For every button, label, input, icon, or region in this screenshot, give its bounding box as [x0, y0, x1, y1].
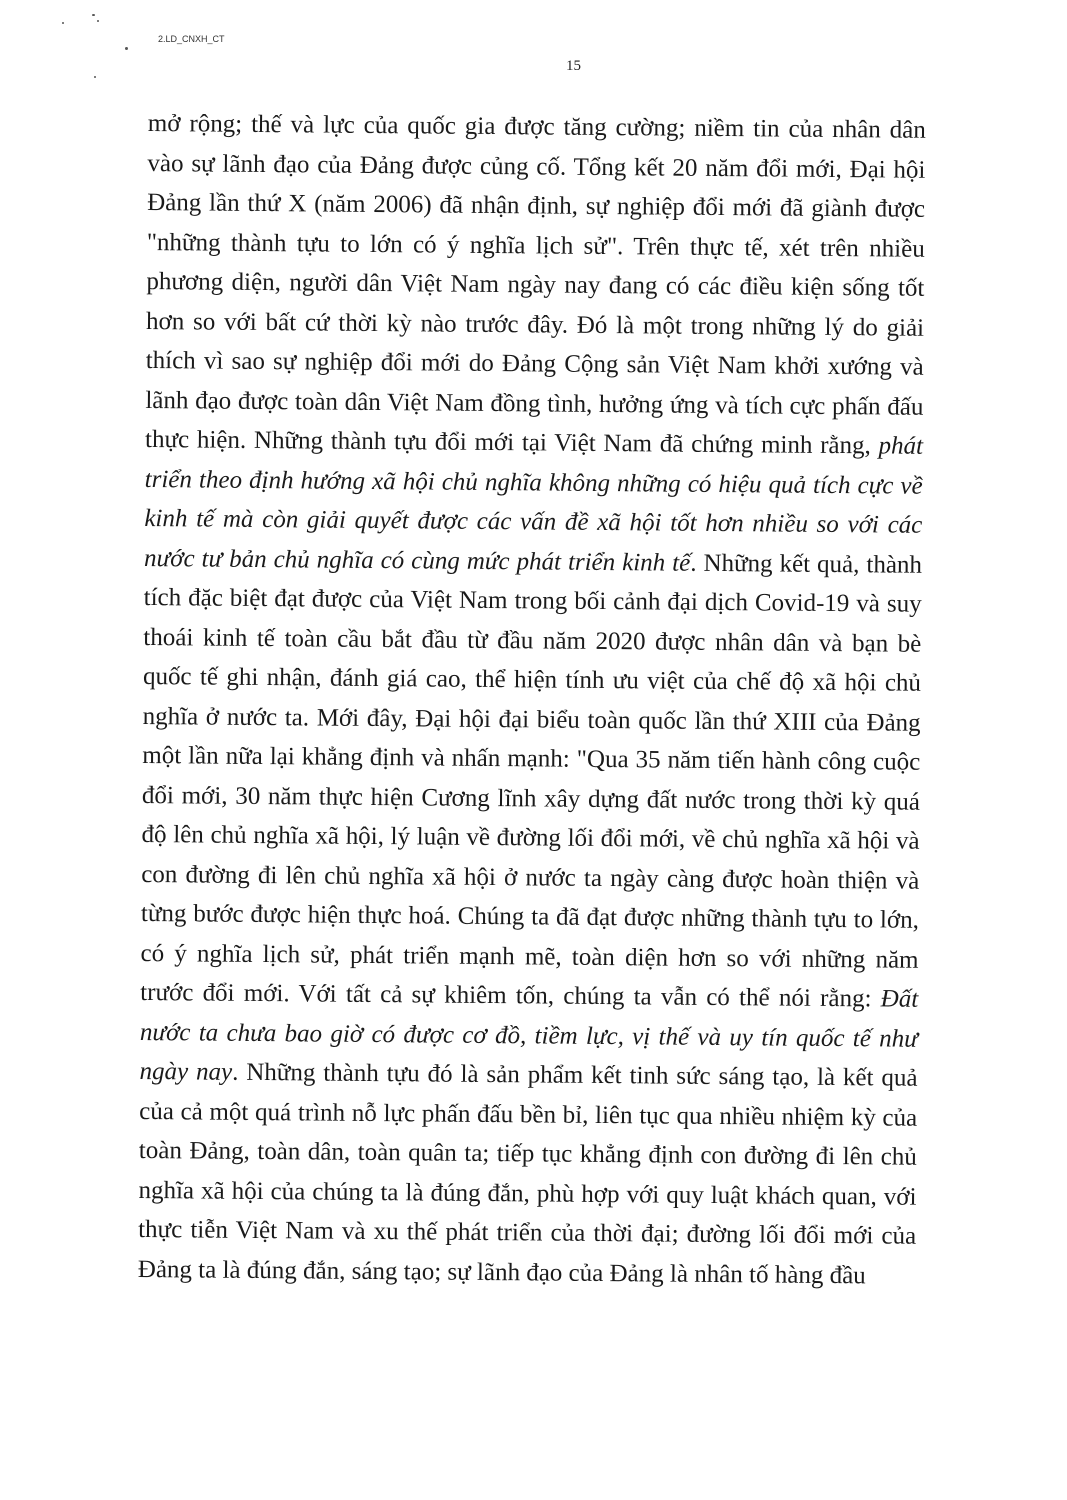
- scan-speck: [97, 20, 99, 22]
- document-code: 2.LD_CNXH_CT: [158, 34, 225, 44]
- page-number: 15: [566, 58, 581, 74]
- scan-speck: [94, 76, 96, 78]
- body-text-segment: . Những thành tựu đó là sản phẩm kết tinh sức sáng tạo, là kết quả của cả một quá trình nỗ lực phấn đấu bền bỉ, liên tục qua nhiều nhiệm kỳ của toàn Đảng, toàn dân, toàn quân ta; tiếp tục khẳng định con đường đi lên chủ nghĩa xã hội của chúng ta là đúng đắn, phù hợp với quy luật khách quan, với thực tiễn Việt Nam và xu thế phát triển của thời đại; đường lối đổi mới của Đảng ta là đúng đắn, sáng tạo; sự lãnh đạo của Đảng là nhân tố hàng đầu: [137, 1058, 918, 1289]
- body-text-segment: . Những kết quả, thành tích đặc biệt đạt được của Việt Nam trong bối cảnh đại dịch Covid-19 và suy thoái kinh tế toàn cầu bắt đầu từ đầu năm 2020 được nhân dân và bạn bè quốc tế ghi nhận, đánh giá cao, thể hiện tính ưu việt của chế độ xã hội chủ nghĩa ở nước ta. Mới đây, Đại hội đại biểu toàn quốc lần thứ XIII của Đảng một lần nữa lại khẳng định và nhấn mạnh: "Qua 35 năm tiến hành công cuộc đổi mới, 30 năm thực hiện Cương lĩnh xây dựng đất nước trong thời kỳ quá độ lên chủ nghĩa xã hội, lý luận về đường lối đổi mới, về chủ nghĩa xã hội và con đường đi lên chủ nghĩa xã hội ở nước ta ngày càng được hoàn thiện và từng bước được hiện thực hoá. Chúng ta đã đạt được những thành tựu to lớn, có ý nghĩa lịch sử, phát triển mạnh mẽ, toàn diện hơn so với những năm trước đổi mới. Với tất cả sự khiêm tốn, chúng ta vẫn có thể nói rằng:: [140, 549, 923, 1013]
- body-text-segment: mở rộng; thế và lực của quốc gia được tăng cường; niềm tin của nhân dân vào sự lãnh đạo của Đảng được củng cố. Tổng kết 20 năm đổi mới, Đại hội Đảng lần thứ X (năm 2006) đã nhận định, sự nghiệp đổi mới đã giành được "những thành tựu to lớn có ý nghĩa lịch sử". Trên thực tế, xét trên nhiều phương diện, người dân Việt Nam ngày nay đang có các điều kiện sống tốt hơn so với bất cứ thời kỳ nào trước đây. Đó là một trong những lý do giải thích vì sao sự nghiệp đổi mới do Đảng Cộng sản Việt Nam khởi xướng và lãnh đạo được toàn dân Việt Nam đồng tình, hưởng ứng và tích cực phấn đấu thực hiện. Những thành tựu đổi mới tại Việt Nam đã chứng minh rằng,: [144, 109, 926, 460]
- body-italic-segment: Đất nước ta chưa bao giờ có được cơ đồ, tiềm lực, vị thế và uy tín quốc tế như ngày nay: [139, 985, 919, 1086]
- scan-speck: [125, 47, 128, 50]
- scan-speck: [92, 14, 95, 16]
- scan-speck: [62, 22, 64, 24]
- body-paragraph: [138, 104, 926, 1296]
- body-italic-segment: phát triển theo định hướng xã hội chủ nghĩa không những có hiệu quả tích cực về kinh tế mà còn giải quyết được các vấn đề xã hội tốt hơn nhiều so với các nước tư bản chủ nghĩa có cùng mức phát triển kinh tế: [143, 432, 924, 577]
